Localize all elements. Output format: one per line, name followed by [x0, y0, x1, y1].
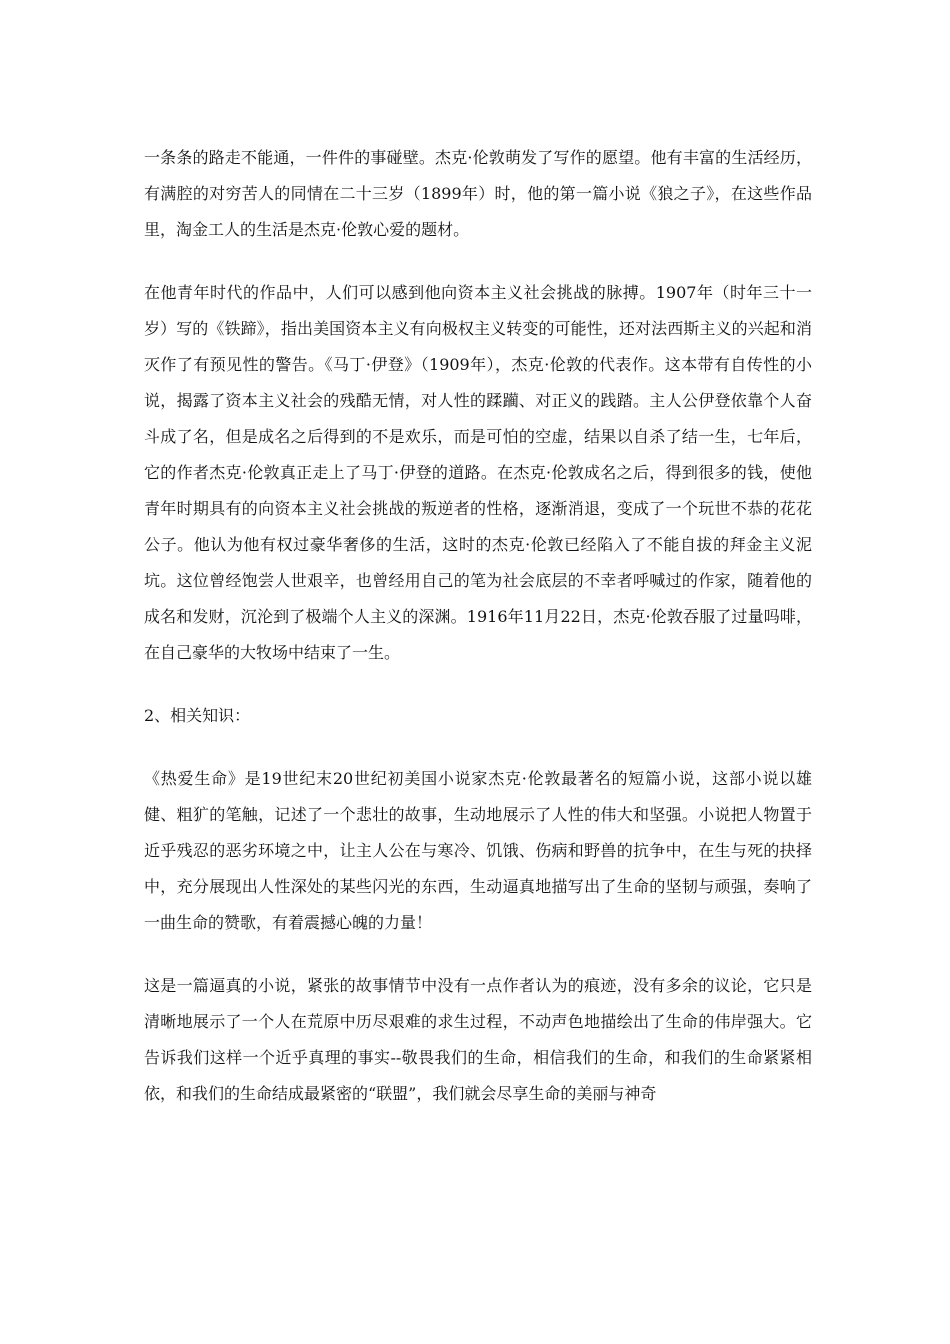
paragraph-love-of-life-analysis: 这是一篇逼真的小说，紧张的故事情节中没有一点作者认为的痕迹，没有多余的议论，它只是清晰地展示了一个人在荒原中历尽艰难的求生过程，不动声色地描绘出了生命的伟岸强大。它告诉我们这样一个近乎真理的事实--敬畏我们的生命，相信我们的生命，和我们的生命紧紧相依，和我们的生命结成最紧密的“联盟”，我们就会尽享生命的美丽与神奇 [144, 976, 812, 1103]
paragraph-jack-london-later-works: 在他青年时代的作品中，人们可以感到他向资本主义社会挑战的脉搏。1907年（时年三十一岁）写的《铁蹄》，指出美国资本主义有向极权主义转变的可能性，还对法西斯主义的兴起和消灭作了有预见性的警告。《马丁·伊登》（1909年），杰克·伦敦的代表作。这本带有自传性的小说，揭露了资本主义社会的残酷无情，对人性的蹂躏、对正义的践踏。主人公伊登依靠个人奋斗成了名，但是成名之后得到的不是欢乐，而是可怕的空虚，结果以自杀了结一生，七年后，它的作者杰克·伦敦真正走上了马丁·伊登的道路。在杰克·伦敦成名之后，得到很多的钱，使他青年时期具有的向资本主义社会挑战的叛逆者的性格，逐渐消退，变成了一个玩世不恭的花花公子。他认为他有权过豪华奢侈的生活，这时的杰克·伦敦已经陷入了不能自拔的拜金主义泥坑。这位曾经饱尝人世艰辛，也曾经用自己的笔为社会底层的不幸者呼喊过的作家，随着他的成名和发财，沉沦到了极端个人主义的深渊。1916年11月22日，杰克·伦敦吞服了过量吗啡，在自己豪华的大牧场中结束了一生。 [144, 283, 812, 662]
paragraph-love-of-life-intro: 《热爱生命》是19世纪末20世纪初美国小说家杰克·伦敦最著名的短篇小说，这部小说以雄健、粗犷的笔触，记述了一个悲壮的故事，生动地展示了人性的伟大和坚强。小说把人物置于近乎残忍的恶劣环境之中，让主人公在与寒冷、饥饿、伤病和野兽的抗争中，在生与死的抉择中，充分展现出人性深处的某些闪光的东西，生动逼真地描写出了生命的坚韧与顽强，奏响了一曲生命的赞歌，有着震撼心魄的力量！ [144, 769, 812, 932]
section-heading-related-knowledge: 2、相关知识： [144, 706, 251, 725]
document-body [144, 140, 812, 1112]
paragraph-jack-london-writing-start: 一条条的路走不能通，一件件的事碰壁。杰克·伦敦萌发了写作的愿望。他有丰富的生活经历，有满腔的对穷苦人的同情在二十三岁（1899年）时，他的第一篇小说《狼之子》，在这些作品里，淘金工人的生活是杰克·伦敦心爱的题材。 [144, 148, 812, 239]
